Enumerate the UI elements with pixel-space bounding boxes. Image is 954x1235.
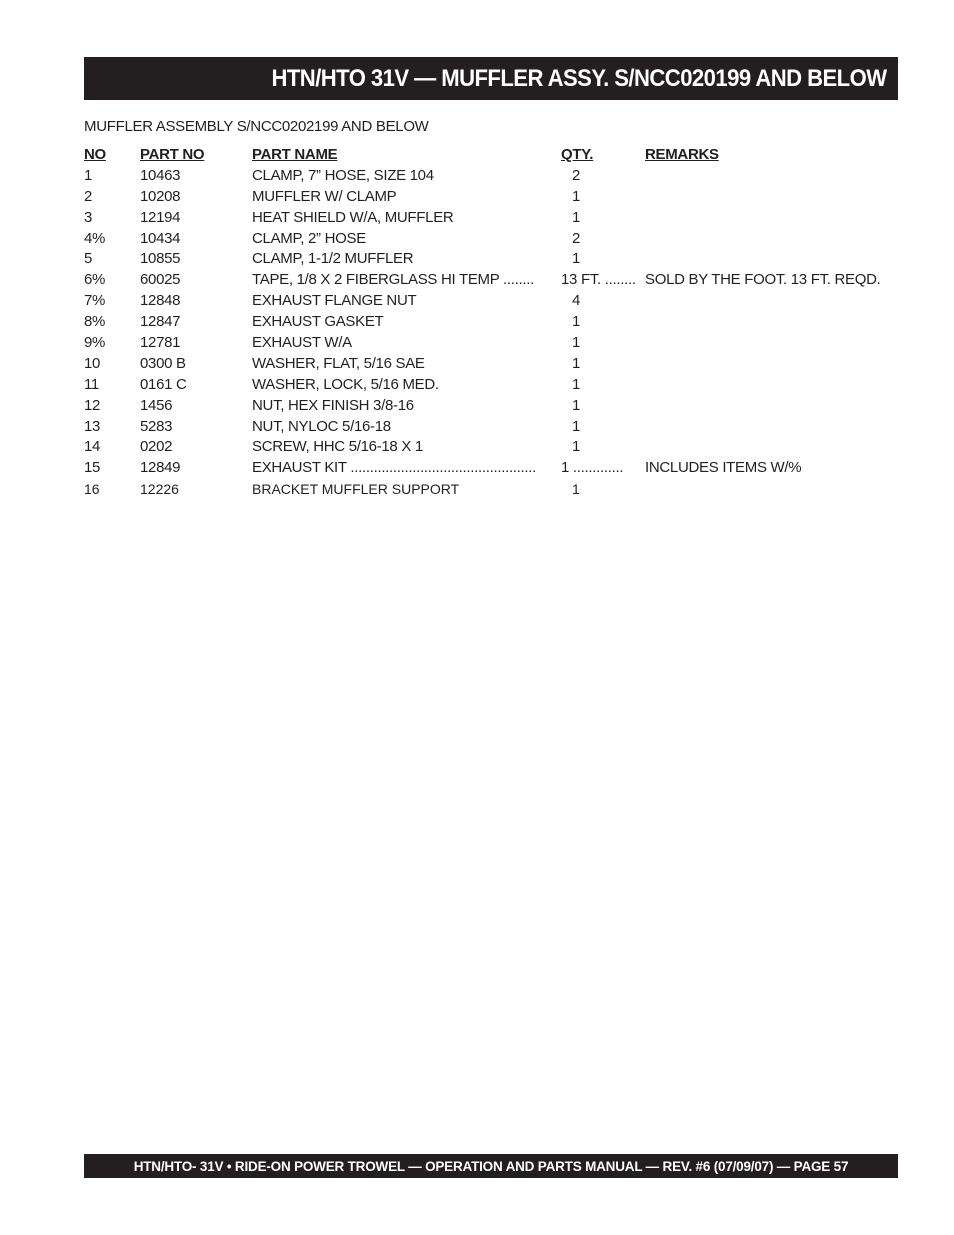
cell-part-no: 0202 <box>140 438 173 456</box>
cell-no: 6% <box>84 271 106 289</box>
table-row <box>84 291 898 312</box>
cell-qty: 1 <box>572 396 581 414</box>
cell-part-name: EXHAUST KIT ................................................ <box>252 459 537 477</box>
cell-qty: 2 <box>572 166 581 184</box>
cell-part-no: 12849 <box>140 459 181 477</box>
cell-no: 8% <box>84 313 106 331</box>
cell-part-name: CLAMP, 2” HOSE <box>252 229 366 247</box>
table-row <box>84 166 898 187</box>
page-title: HTN/HTO 31V — MUFFLER ASSY. S/NCC020199 AND BELOW <box>270 64 886 92</box>
cell-part-no: 10463 <box>140 166 181 184</box>
table-row <box>84 354 898 375</box>
cell-part-name: WASHER, FLAT, 5/16 SAE <box>252 354 425 372</box>
cell-part-name: NUT, HEX FINISH 3/8-16 <box>252 396 414 414</box>
cell-part-name: TAPE, 1/8 X 2 FIBERGLASS HI TEMP ........ <box>252 271 534 289</box>
cell-part-name: NUT, NYLOC 5/16-18 <box>252 417 391 435</box>
header-part-name: PART NAME <box>252 146 338 163</box>
table-row <box>84 375 898 396</box>
header-part-no: PART NO <box>140 146 205 163</box>
cell-part-no: 0300 B <box>140 354 186 372</box>
table-row <box>84 479 898 500</box>
cell-no: 15 <box>84 459 101 477</box>
cell-no: 7% <box>84 292 106 310</box>
cell-qty: 1 <box>572 313 581 331</box>
cell-part-no: 60025 <box>140 271 181 289</box>
cell-qty: 13 FT. ........ <box>561 271 636 289</box>
table-row <box>84 458 898 479</box>
cell-no: 16 <box>84 481 100 498</box>
cell-remarks: INCLUDES ITEMS W/% <box>645 459 802 477</box>
cell-part-no: 12781 <box>140 334 181 352</box>
cell-part-no: 10434 <box>140 229 181 247</box>
cell-part-name: CLAMP, 1-1/2 MUFFLER <box>252 250 414 268</box>
cell-part-no: 12847 <box>140 313 181 331</box>
table-row <box>84 187 898 208</box>
table-header <box>84 145 898 166</box>
cell-part-no: 1456 <box>140 396 173 414</box>
cell-part-no: 10208 <box>140 187 181 205</box>
cell-no: 1 <box>84 166 93 184</box>
cell-no: 11 <box>84 375 99 393</box>
cell-qty: 1 <box>572 334 581 352</box>
table-row <box>84 208 898 229</box>
cell-no: 14 <box>84 438 101 456</box>
cell-qty: 2 <box>572 229 581 247</box>
header-no: NO <box>84 146 106 163</box>
cell-part-no: 12194 <box>140 208 181 226</box>
table-row <box>84 312 898 333</box>
footer-bar <box>84 1154 898 1178</box>
cell-part-name: SCREW, HHC 5/16-18 X 1 <box>252 438 423 456</box>
header-qty: QTY. <box>561 146 594 163</box>
cell-part-name: CLAMP, 7” HOSE, SIZE 104 <box>252 166 434 184</box>
cell-part-name: MUFFLER W/ CLAMP <box>252 187 397 205</box>
cell-qty: 1 <box>572 481 580 498</box>
cell-part-name: EXHAUST FLANGE NUT <box>252 292 417 310</box>
cell-part-name: EXHAUST GASKET <box>252 313 384 331</box>
cell-qty: 1 <box>572 375 581 393</box>
parts-table <box>84 145 898 500</box>
cell-no: 9% <box>84 334 106 352</box>
cell-qty: 4 <box>572 292 581 310</box>
table-row <box>84 437 898 458</box>
cell-no: 3 <box>84 208 93 226</box>
cell-no: 10 <box>84 354 101 372</box>
footer-text: HTN/HTO- 31V • RIDE-ON POWER TROWEL — OPERATION AND PARTS MANUAL — REV. #6 (07/09/07) — PAGE 57 <box>133 1158 849 1174</box>
cell-qty: 1 <box>572 438 581 456</box>
cell-part-no: 5283 <box>140 417 173 435</box>
cell-no: 13 <box>84 417 101 435</box>
cell-no: 12 <box>84 396 101 414</box>
cell-qty: 1 <box>572 250 581 268</box>
cell-part-name: HEAT SHIELD W/A, MUFFLER <box>252 208 454 226</box>
cell-remarks: SOLD BY THE FOOT. 13 FT. REQD. <box>645 271 881 289</box>
table-row <box>84 229 898 250</box>
cell-part-no: 0161 C <box>140 375 187 393</box>
cell-part-no: 12848 <box>140 292 181 310</box>
cell-no: 2 <box>84 187 93 205</box>
cell-qty: 1 <box>572 208 581 226</box>
cell-no: 4% <box>84 229 106 247</box>
cell-part-name: WASHER, LOCK, 5/16 MED. <box>252 375 439 393</box>
table-row <box>84 396 898 417</box>
cell-qty: 1 <box>572 187 581 205</box>
table-row <box>84 333 898 354</box>
cell-part-no: 10855 <box>140 250 181 268</box>
title-bar <box>84 57 898 100</box>
cell-qty: 1 <box>572 417 581 435</box>
cell-part-name: BRACKET MUFFLER SUPPORT <box>252 481 460 498</box>
table-row <box>84 417 898 438</box>
assembly-subtitle: MUFFLER ASSEMBLY S/NCC0202199 AND BELOW <box>84 118 429 135</box>
cell-no: 5 <box>84 250 93 268</box>
header-remarks: REMARKS <box>645 146 719 163</box>
cell-qty: 1 ............. <box>561 459 624 477</box>
cell-qty: 1 <box>572 354 581 372</box>
table-row <box>84 249 898 270</box>
cell-part-name: EXHAUST W/A <box>252 334 352 352</box>
cell-part-no: 12226 <box>140 481 179 498</box>
table-row <box>84 270 898 291</box>
